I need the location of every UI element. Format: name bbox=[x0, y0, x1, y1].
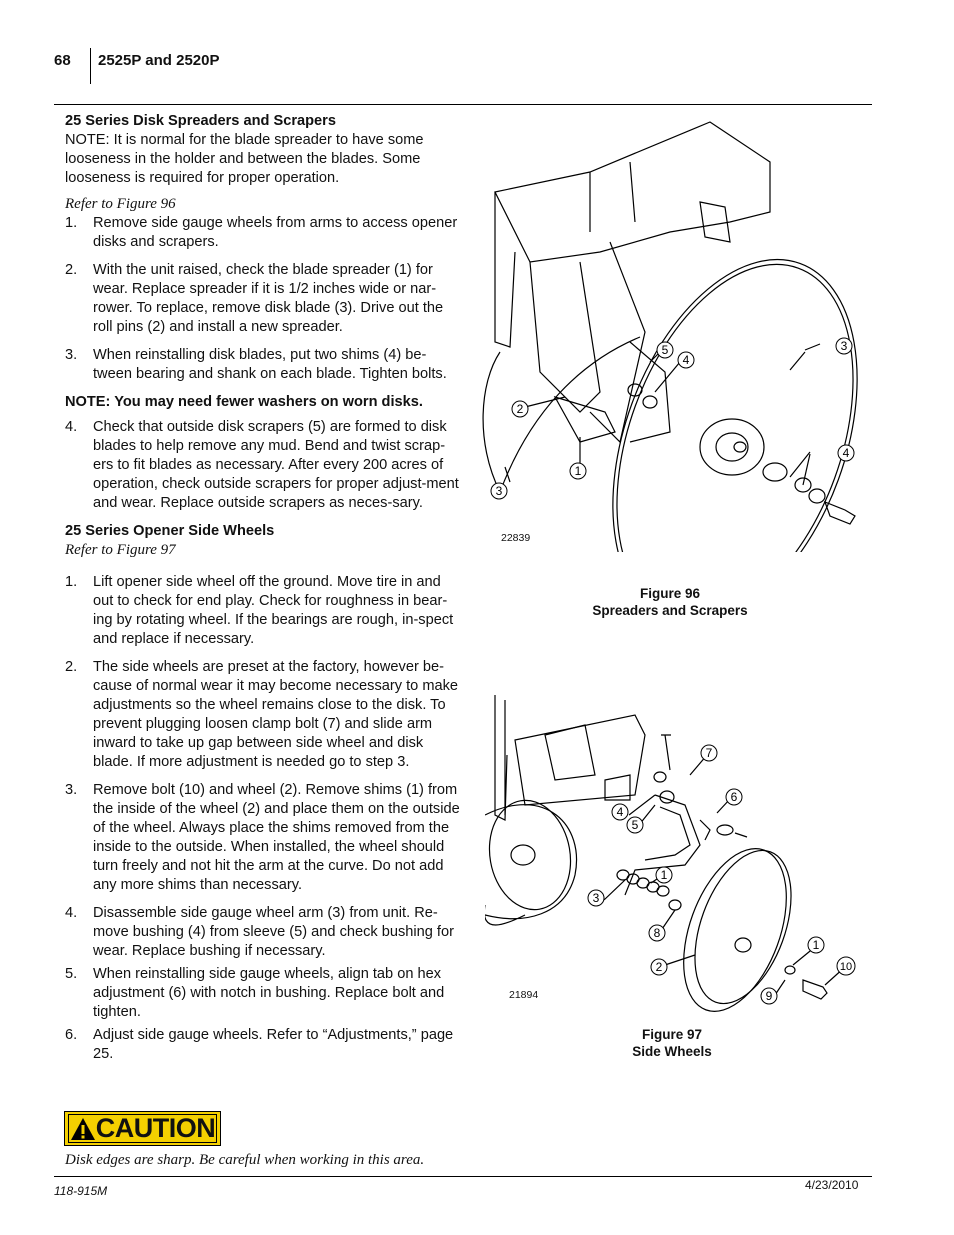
list-item: 2. With the unit raised, check the blade spreader (1) for wear. Replace spreader if it is 1/2 inches wide or nar-rower. To replace, remove disk blade (3). Drive out the roll pins (2) and install a new spreader. bbox=[65, 262, 444, 335]
header-rule bbox=[54, 104, 872, 105]
callout-label: 2 bbox=[516, 402, 524, 416]
figure-97-illustration bbox=[485, 695, 865, 1015]
callout-label: 5 bbox=[631, 818, 639, 832]
list-item: 1. Remove side gauge wheels from arms to access opener disks and scrapers. bbox=[65, 215, 458, 250]
warning-triangle-icon bbox=[70, 1117, 96, 1141]
section-title-spreaders: 25 Series Disk Spreaders and Scrapers bbox=[65, 113, 336, 129]
header-title: 2525P and 2520P bbox=[98, 52, 220, 69]
callout-label: 4 bbox=[842, 446, 850, 460]
spreader-steps bbox=[65, 214, 460, 384]
figure-97-title: Side Wheels bbox=[632, 1044, 712, 1059]
spreader-steps-2 bbox=[65, 418, 460, 513]
header-divider bbox=[90, 48, 91, 84]
section-note: NOTE: It is normal for the blade spreader to have some looseness in the holder and between the blades. Some looseness is required for proper operation. bbox=[65, 132, 424, 186]
list-item: 4. Disassemble side gauge wheel arm (3) from unit. Re-move bushing (4) from sleeve (5) and check bushing for wear. Replace bushing if necessary. bbox=[65, 905, 454, 959]
list-item: 5. When reinstalling side gauge wheels, align tab on hex adjustment (6) with notch in bushing. Replace bolt and tighten. bbox=[65, 966, 445, 1020]
callout-label: 6 bbox=[730, 790, 738, 804]
figure-96-number: Figure 96 bbox=[639, 586, 701, 601]
figure-97-caption bbox=[562, 1026, 782, 1060]
list-item: 3. When reinstalling disk blades, put two shims (4) be-tween bearing and shank on each blade. Tighten bolts. bbox=[65, 347, 447, 382]
list-item: 1. Lift opener side wheel off the ground. Move tire in and out to check for end play. Check for roughness in bear-ing by rotating wheel. If the bearings are rough, in-spect and replace if necessary. bbox=[65, 574, 454, 647]
callout-label: 1 bbox=[660, 868, 668, 882]
callout-label: 4 bbox=[616, 805, 624, 819]
callout-label: 3 bbox=[592, 891, 600, 905]
footer-rule bbox=[54, 1176, 872, 1177]
figure-96-title: Spreaders and Scrapers bbox=[592, 603, 748, 618]
figure-97-number: Figure 97 bbox=[641, 1027, 703, 1042]
figure-96-caption bbox=[560, 585, 780, 619]
callout-label: 1 bbox=[574, 464, 582, 478]
caution-text: Disk edges are sharp. Be careful when working in this area. bbox=[65, 1152, 425, 1168]
list-item: 2. The side wheels are preset at the factory, however be-cause of normal wear it may become necessary to make adjustments so the wheel remains close to the disk. To prevent plugging loosen clamp bolt (7) and slide arm inward to take up gap between side wheel and disk blade. If more adjustment is needed go to step 3. bbox=[65, 659, 459, 770]
callout-label: 9 bbox=[765, 989, 773, 1003]
callout-label: 1 bbox=[812, 938, 820, 952]
list-item: 3. Remove bolt (10) and wheel (2). Remove shims (1) from the inside of the wheel (2) and place them on the outside of the wheel. Always place the shims removed from the inside to the outside. When installed, the wheel should turn freely and not hit the arm at the curve. Do not add any more shims than necessary. bbox=[65, 782, 460, 893]
callout-label: 4 bbox=[682, 353, 690, 367]
callout-label: 8 bbox=[653, 926, 661, 940]
callout-label: 2 bbox=[655, 960, 663, 974]
list-item: 6. Adjust side gauge wheels. Refer to “Adjustments,” page 25. bbox=[65, 1027, 454, 1062]
figure-96-code: 22839 bbox=[501, 532, 531, 544]
caution-word: CAUTION bbox=[95, 1113, 216, 1143]
callout-label: 3 bbox=[840, 339, 848, 353]
section-title-side-wheels: 25 Series Opener Side Wheels bbox=[65, 523, 275, 539]
callout-label: 3 bbox=[495, 484, 503, 498]
list-item: 4. Check that outside disk scrapers (5) are formed to disk blades to help remove any mud. Bend and twist scrap-ers to fit blades as necessary. After every 200 acres of operation, check outside scrapers for proper adjust-ment and wear. Replace outside scrapers as neces-sary. bbox=[65, 419, 459, 511]
text-column bbox=[65, 112, 460, 1073]
figure-reference: Refer to Figure 97 bbox=[65, 542, 176, 558]
caution-label bbox=[64, 1111, 221, 1146]
figure-96-illustration bbox=[470, 112, 870, 552]
page-number: 68 bbox=[54, 52, 71, 69]
figure-97-code: 21894 bbox=[509, 989, 539, 1001]
callout-label: 7 bbox=[705, 746, 713, 760]
document-date: 4/23/2010 bbox=[805, 1178, 859, 1192]
bold-note: NOTE: You may need fewer washers on worn disks. bbox=[65, 394, 423, 410]
figure-reference: Refer to Figure 96 bbox=[65, 196, 176, 212]
document-number: 118-915M bbox=[54, 1184, 108, 1198]
callout-label: 10 bbox=[839, 961, 853, 973]
side-wheel-steps bbox=[65, 573, 460, 1064]
callout-label: 5 bbox=[661, 343, 669, 357]
